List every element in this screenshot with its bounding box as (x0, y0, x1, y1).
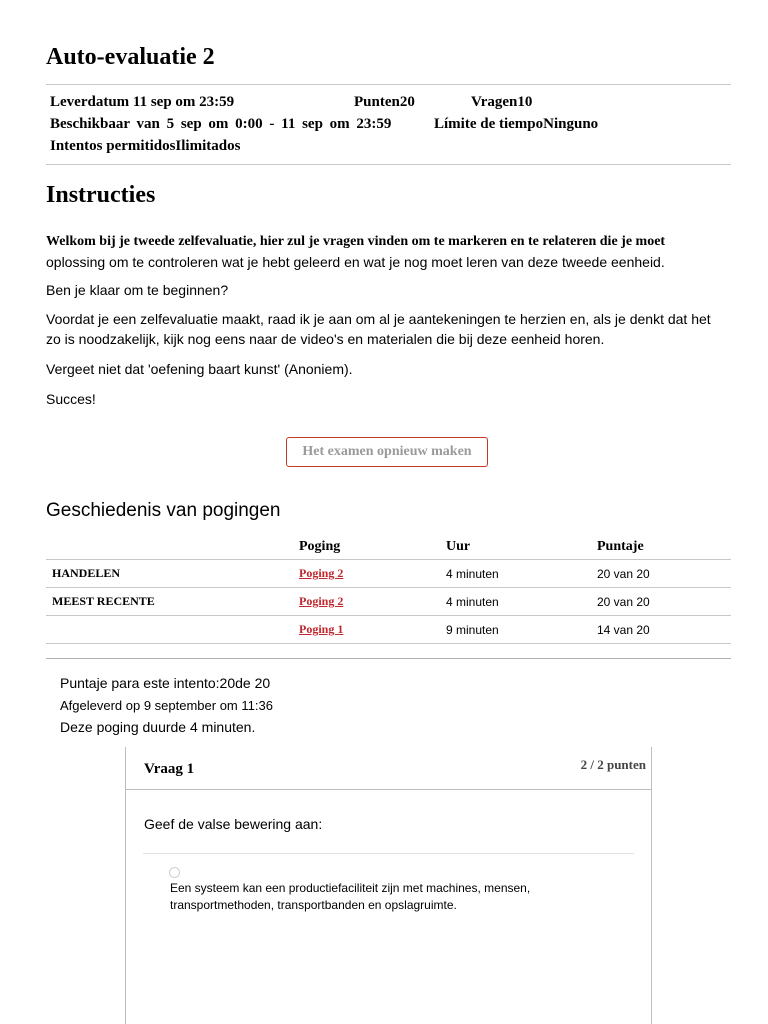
column-header (46, 534, 299, 560)
attempt-link[interactable]: Poging 2 (299, 566, 344, 580)
question-text: Geef de valse bewering aan: (144, 816, 323, 832)
attempt-duration: Deze poging duurde 4 minuten. (60, 719, 256, 735)
divider (46, 164, 731, 165)
divider (143, 853, 634, 854)
attempt-kind: MEEST RECENTE (52, 594, 155, 608)
answer-option: Een systeem kan een productiefaciliteit zijn met machines, mensen, transportmethoden, transportbanden en opslagruimte. (170, 881, 531, 912)
attempt-submitted: Afgeleverd op 9 september om 11:36 (60, 698, 273, 713)
instructions-heading: Instructies (46, 182, 156, 208)
points-total: Punten20 (354, 94, 415, 110)
attempts-allowed: Intentos permitidosIlimitados (50, 138, 241, 154)
page-title: Auto-evaluatie 2 (46, 44, 215, 70)
attempt-link[interactable]: Poging 1 (299, 622, 344, 636)
question-title: Vraag 1 (144, 761, 195, 777)
column-header-attempt: Poging (299, 538, 341, 554)
availability: Beschikbaar van 5 sep om 0:00 - 11 sep om 23:59 (50, 116, 392, 132)
question-points: 2 / 2 punten (580, 757, 646, 772)
answer-radio[interactable] (169, 867, 180, 878)
divider (46, 658, 731, 659)
table-row (46, 560, 731, 588)
instructions-ready: Ben je klaar om te beginnen? (46, 282, 229, 298)
attempt-score: 20 van 20 (597, 560, 731, 588)
instructions-advice: Voordat je een zelfevaluatie maakt, raad ik je aan om al je aantekeningen te herzien en, als je denkt dat het zo is noodzakelijk, kijk nog eens naar de video's en materialen die bij deze eenheid horen. (46, 311, 711, 347)
table-row (46, 588, 731, 616)
instructions-intro (46, 230, 736, 272)
due-date: Leverdatum 11 sep om 23:59 (50, 94, 235, 110)
attempt-kind: HANDELEN (52, 566, 121, 580)
instructions-intro-rest: oplossing om te controleren wat je hebt geleerd en wat je nog moet leren van deze tweede eenheid. (46, 254, 665, 270)
attempt-time: 4 minuten (446, 588, 597, 616)
attempt-time: 4 minuten (446, 560, 597, 588)
retake-quiz-button[interactable]: Het examen opnieuw maken (286, 437, 488, 467)
attempt-history-table (46, 534, 731, 644)
history-heading: Geschiedenis van pogingen (46, 500, 281, 521)
column-header-score: Puntaje (597, 538, 644, 554)
table-row (46, 616, 731, 644)
table-header-row (46, 534, 731, 560)
time-limit: Límite de tiempoNinguno (434, 116, 599, 132)
question-card (125, 747, 652, 1024)
attempt-score: 20 van 20 (597, 588, 731, 616)
question-count: Vragen10 (471, 94, 533, 110)
attempt-link[interactable]: Poging 2 (299, 594, 344, 608)
instructions-success: Succes! (46, 391, 96, 407)
instructions-quote: Vergeet niet dat 'oefening baart kunst' (Anoniem). (46, 361, 353, 377)
divider (46, 84, 731, 85)
attempt-score-summary: Puntaje para este intento:20de 20 (60, 675, 271, 691)
attempt-score: 14 van 20 (597, 616, 731, 644)
instructions-intro-bold: Welkom bij je tweede zelfevaluatie, hier zul je vragen vinden om te markeren en te relateren die je moet (46, 234, 666, 249)
column-header-time: Uur (446, 538, 471, 554)
attempt-time: 9 minuten (446, 616, 597, 644)
question-header (126, 747, 651, 790)
